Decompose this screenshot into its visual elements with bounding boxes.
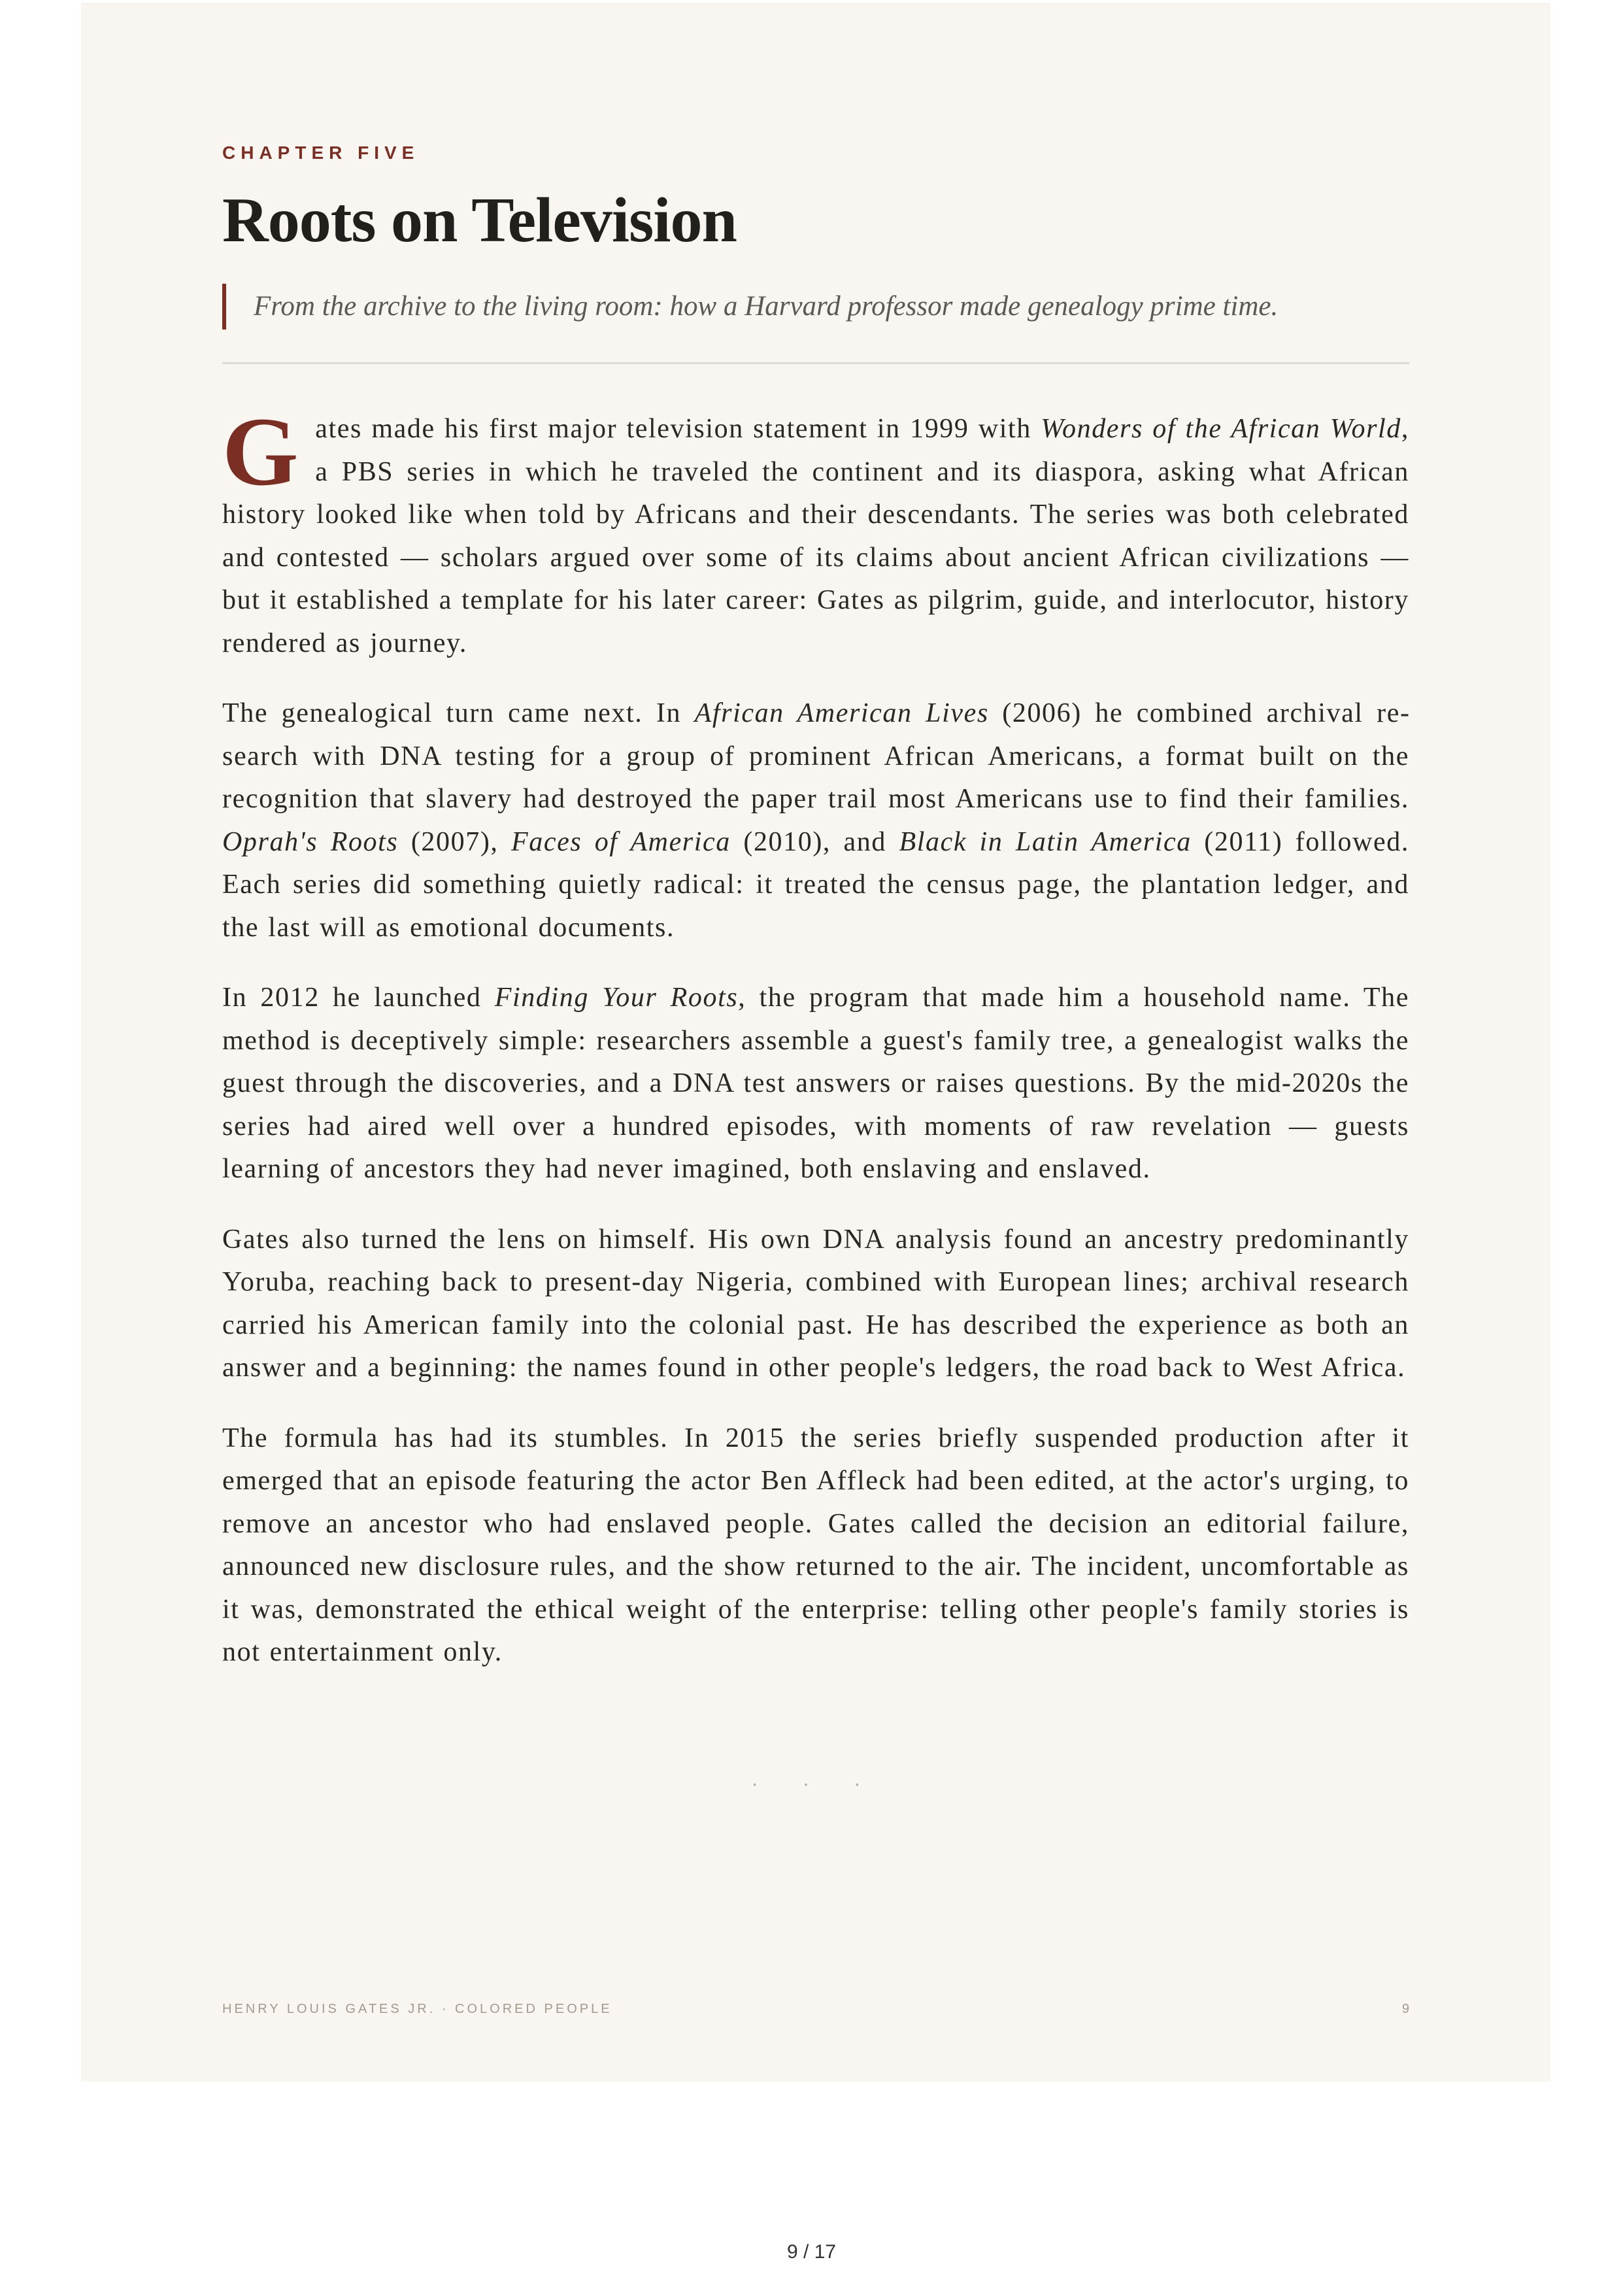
header-divider <box>222 362 1409 364</box>
body-paragraph <box>222 1417 1409 1674</box>
text-run: (2011) followed. Each series did something quietly radical: it treated the census page, the plantation ledger, and the last will as emotional documents. <box>222 826 1409 943</box>
text-run: The genealogical turn came next. In <box>222 698 695 728</box>
body-paragraph <box>222 397 1409 665</box>
text-run: (2007), <box>398 826 512 857</box>
italic-title: Oprah's Roots <box>222 826 399 857</box>
section-ornament: · · · <box>751 1773 880 1795</box>
italic-title: Black in Latin America <box>899 826 1192 857</box>
chapter-body <box>222 397 1409 1702</box>
text-run: In 2012 he launched <box>222 983 495 1013</box>
chapter-title: Roots on Television <box>222 185 737 256</box>
italic-title: Faces of America <box>511 826 731 857</box>
document-page <box>81 3 1550 2082</box>
text-run: The formula has had its stumbles. In 2015 the series briefly suspended production after it emerged that an episode featuring the actor Ben Affleck had been edited, at the actor's urging, to remove an ancestor who had enslaved people. Gates called the decision an editorial failure, announced new disclosure rules, and the show returned to the air. The incident, uncomfortable as it was, demonstrated the ethical weight of the enterprise: telling other people's family stories is not entertainment only. <box>222 1423 1409 1667</box>
body-paragraph <box>222 692 1409 949</box>
running-footer: HENRY LOUIS GATES JR. · COLORED PEOPLE <box>222 2002 612 2016</box>
text-run: (2010), and <box>730 826 899 857</box>
body-paragraph <box>222 977 1409 1191</box>
italic-title: Finding Your Roots <box>494 983 739 1013</box>
italic-title: Wonders of the African World <box>1041 414 1401 444</box>
text-run: (2006) he combined archival research with DNA testing for a group of prominent African Americans, a format built on the recognition that slavery had destroyed the paper trail most Americans use to find their families. <box>222 698 1409 814</box>
body-paragraph <box>222 1219 1409 1390</box>
chapter-subtitle: From the archive to the living room: how a Harvard professor made genealogy prime time. <box>222 284 1278 329</box>
text-run: , the program that made him a household name. The method is deceptively simple: researchers assemble a guest's family tree, a genealogist walks the guest through the discoveries, and a DNA test answers or raises questions. By the mid-2020s the series had aired well over a hundred episodes, with moments of raw revelation — guests learning of ancestors they had never imagined, both enslaving and enslaved. <box>222 983 1409 1184</box>
page-number: 9 <box>1401 2002 1409 2016</box>
text-run: , a PBS series in which he traveled the continent and its diaspora, asking what African history looked like when told by Africans and their descendants. The series was both celebrated and contested — scholars argued over some of its claims about ancient African civilizations — but it established a template for his later career: Gates as pilgrim, guide, and interlocutor, history rendered as journey. <box>222 414 1409 658</box>
text-run: ates made his first major television statement in 1999 with <box>315 414 1041 444</box>
drop-cap: G <box>222 397 300 506</box>
italic-title: African American Lives <box>694 698 989 728</box>
chapter-kicker: CHAPTER FIVE <box>222 143 420 163</box>
viewer-page-indicator: 9 / 17 <box>786 2241 837 2263</box>
text-run: Gates also turned the lens on himself. His own DNA analysis found an ancestry predominantly Yoruba, reaching back to present-day Nigeria, combined with European lines; archival research carried his American family into the colonial past. He has described the experience as both an answer and a beginning: the names found in other people's ledgers, the road back to West Africa. <box>222 1224 1409 1383</box>
